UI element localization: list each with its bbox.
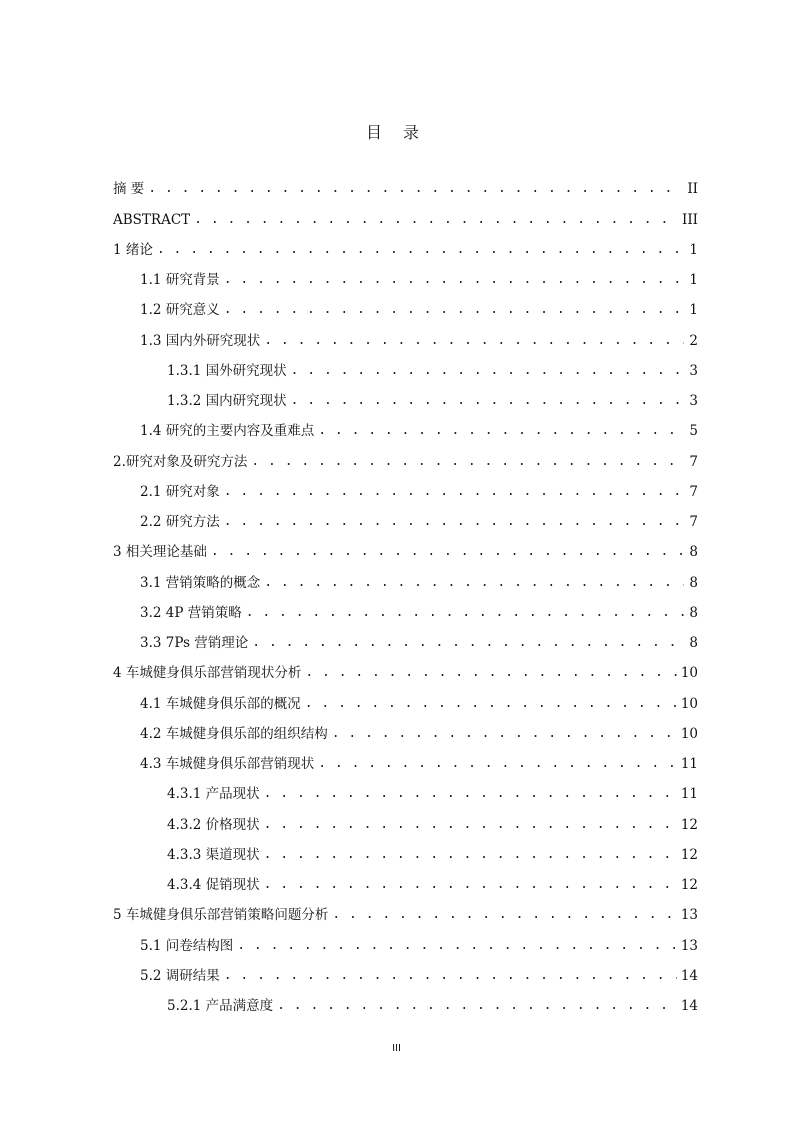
toc-leader-dots bbox=[264, 574, 684, 592]
toc-entry[interactable] bbox=[113, 955, 698, 985]
toc-entry[interactable] bbox=[113, 380, 698, 410]
toc-entry[interactable] bbox=[113, 743, 698, 773]
toc-entry-label: 4.3 车城健身俱乐部营销现状 bbox=[140, 756, 315, 772]
toc-entry[interactable] bbox=[113, 501, 698, 531]
toc-entry-label: 4.3.2 价格现状 bbox=[167, 816, 260, 833]
toc-entry-label: 摘 要 bbox=[113, 181, 145, 198]
toc-entry[interactable] bbox=[113, 803, 698, 833]
toc-entry[interactable] bbox=[113, 924, 698, 954]
toc-entry-page: 5 bbox=[689, 423, 698, 440]
toc-entry-label: 5.2 调研结果 bbox=[140, 967, 220, 984]
toc-entry-page: 1 bbox=[689, 241, 698, 258]
toc-entry-label: 1.1 研究背景 bbox=[140, 272, 220, 288]
toc-entry-page: 12 bbox=[680, 846, 698, 863]
toc-entry[interactable] bbox=[113, 773, 698, 803]
toc-entry[interactable] bbox=[113, 592, 698, 622]
toc-entry-page: III bbox=[682, 211, 698, 228]
toc-leader-dots bbox=[224, 483, 684, 501]
toc-leader-dots bbox=[264, 332, 684, 350]
toc-leader-dots bbox=[224, 513, 684, 531]
toc-title: 目 录 bbox=[365, 123, 428, 142]
toc-leader-dots bbox=[246, 604, 684, 622]
toc-entry-page: 10 bbox=[680, 695, 698, 712]
toc-leader-dots bbox=[251, 453, 684, 471]
toc-entry-label: 3.2 4P 营销策略 bbox=[140, 604, 242, 621]
toc-entry-label: 4.3.4 促销现状 bbox=[167, 877, 260, 893]
toc-entry-label: 4 车城健身俱乐部营销现状分析 bbox=[113, 665, 302, 682]
table-of-contents bbox=[113, 168, 698, 1015]
toc-entry-label: 2.2 研究方法 bbox=[140, 514, 220, 530]
toc-entry-page: 7 bbox=[689, 453, 698, 470]
toc-entry-page: 3 bbox=[689, 362, 698, 379]
toc-leader-dots bbox=[264, 816, 677, 834]
toc-entry-label: 4.3.1 产品现状 bbox=[167, 786, 260, 803]
toc-entry-label: 1.3.2 国内研究现状 bbox=[167, 393, 287, 409]
toc-entry-label: 1.3 国内外研究现状 bbox=[140, 332, 261, 349]
toc-entry[interactable] bbox=[113, 410, 698, 440]
toc-leader-dots bbox=[305, 695, 677, 713]
toc-entry[interactable] bbox=[113, 864, 698, 894]
toc-entry-label: 1.2 研究意义 bbox=[140, 302, 220, 319]
toc-entry[interactable] bbox=[113, 471, 698, 501]
toc-leader-dots bbox=[224, 967, 677, 985]
toc-entry[interactable] bbox=[113, 561, 698, 591]
toc-entry-page: 11 bbox=[680, 756, 698, 772]
toc-entry[interactable] bbox=[113, 682, 698, 712]
toc-leader-dots bbox=[264, 785, 677, 803]
toc-entry-page: 10 bbox=[680, 665, 698, 682]
page-footer-number: III bbox=[392, 1043, 401, 1054]
toc-entry-page: 13 bbox=[680, 907, 698, 924]
toc-entry-label: 5.2.1 产品满意度 bbox=[167, 998, 274, 1014]
toc-entry[interactable] bbox=[113, 985, 698, 1015]
toc-entry-label: ABSTRACT bbox=[113, 211, 191, 228]
toc-entry-page: 10 bbox=[680, 725, 698, 742]
toc-entry-page: 3 bbox=[689, 393, 698, 409]
toc-entry[interactable] bbox=[113, 350, 698, 380]
toc-entry[interactable] bbox=[113, 289, 698, 319]
toc-entry-label: 1.4 研究的主要内容及重难点 bbox=[140, 423, 315, 440]
toc-leader-dots bbox=[264, 846, 677, 864]
toc-entry-label: 5 车城健身俱乐部营销策略问题分析 bbox=[113, 907, 329, 924]
toc-leader-dots bbox=[318, 755, 677, 773]
toc-leader-dots bbox=[332, 725, 677, 743]
toc-leader-dots bbox=[157, 241, 684, 259]
toc-leader-dots bbox=[211, 543, 684, 561]
toc-entry-label: 5.1 问卷结构图 bbox=[140, 937, 234, 954]
toc-entry[interactable] bbox=[113, 894, 698, 924]
toc-entry[interactable] bbox=[113, 713, 698, 743]
toc-entry-page: 8 bbox=[689, 544, 698, 561]
toc-entry-page: 7 bbox=[689, 483, 698, 500]
toc-entry[interactable] bbox=[113, 834, 698, 864]
toc-entry-page: 8 bbox=[689, 635, 698, 651]
toc-leader-dots bbox=[305, 664, 676, 682]
toc-leader-dots bbox=[224, 301, 684, 319]
toc-leader-dots bbox=[332, 906, 676, 924]
toc-leader-dots bbox=[252, 634, 684, 652]
toc-entry-page: 7 bbox=[689, 514, 698, 530]
toc-entry-label: 2.研究对象及研究方法 bbox=[113, 453, 248, 470]
toc-entry-label: 4.3.3 渠道现状 bbox=[167, 846, 260, 863]
toc-entry[interactable] bbox=[113, 440, 698, 470]
toc-entry-page: 14 bbox=[680, 998, 698, 1014]
toc-entry-page: 14 bbox=[680, 967, 698, 984]
toc-entry[interactable] bbox=[113, 531, 698, 561]
toc-entry-page: 2 bbox=[689, 332, 698, 349]
toc-entry-label: 1 绪论 bbox=[113, 241, 153, 258]
toc-entry[interactable] bbox=[113, 652, 698, 682]
toc-leader-dots bbox=[148, 180, 683, 198]
toc-entry-label: 1.3.1 国外研究现状 bbox=[167, 362, 287, 379]
toc-entry-page: 13 bbox=[680, 937, 698, 954]
toc-entry-label: 4.1 车城健身俱乐部的概况 bbox=[140, 695, 301, 712]
toc-entry-label: 2.1 研究对象 bbox=[140, 483, 220, 500]
toc-leader-dots bbox=[194, 211, 678, 229]
toc-leader-dots bbox=[237, 937, 677, 955]
toc-leader-dots bbox=[318, 422, 684, 440]
toc-entry-label: 3.1 营销策略的概念 bbox=[140, 574, 261, 591]
toc-entry-label: 3.3 7Ps 营销理论 bbox=[140, 635, 249, 651]
toc-leader-dots bbox=[264, 876, 677, 894]
toc-entry-label: 4.2 车城健身俱乐部的组织结构 bbox=[140, 725, 328, 742]
toc-leader-dots bbox=[291, 362, 684, 380]
toc-entry[interactable] bbox=[113, 168, 698, 198]
toc-entry[interactable] bbox=[113, 259, 698, 289]
toc-leader-dots bbox=[291, 392, 684, 410]
toc-entry[interactable] bbox=[113, 198, 698, 228]
toc-entry[interactable] bbox=[113, 622, 698, 652]
toc-entry-page: 12 bbox=[680, 816, 698, 833]
toc-entry-page: 11 bbox=[680, 786, 698, 803]
toc-entry-page: 1 bbox=[689, 302, 698, 319]
toc-entry-page: 1 bbox=[689, 272, 698, 288]
toc-entry[interactable] bbox=[113, 319, 698, 349]
toc-leader-dots bbox=[277, 997, 677, 1015]
toc-entry[interactable] bbox=[113, 229, 698, 259]
toc-entry-page: II bbox=[687, 181, 698, 198]
toc-entry-label: 3 相关理论基础 bbox=[113, 544, 207, 561]
toc-leader-dots bbox=[224, 271, 684, 289]
toc-entry-page: 12 bbox=[680, 877, 698, 893]
toc-entry-page: 8 bbox=[689, 574, 698, 591]
toc-entry-page: 8 bbox=[689, 604, 698, 621]
